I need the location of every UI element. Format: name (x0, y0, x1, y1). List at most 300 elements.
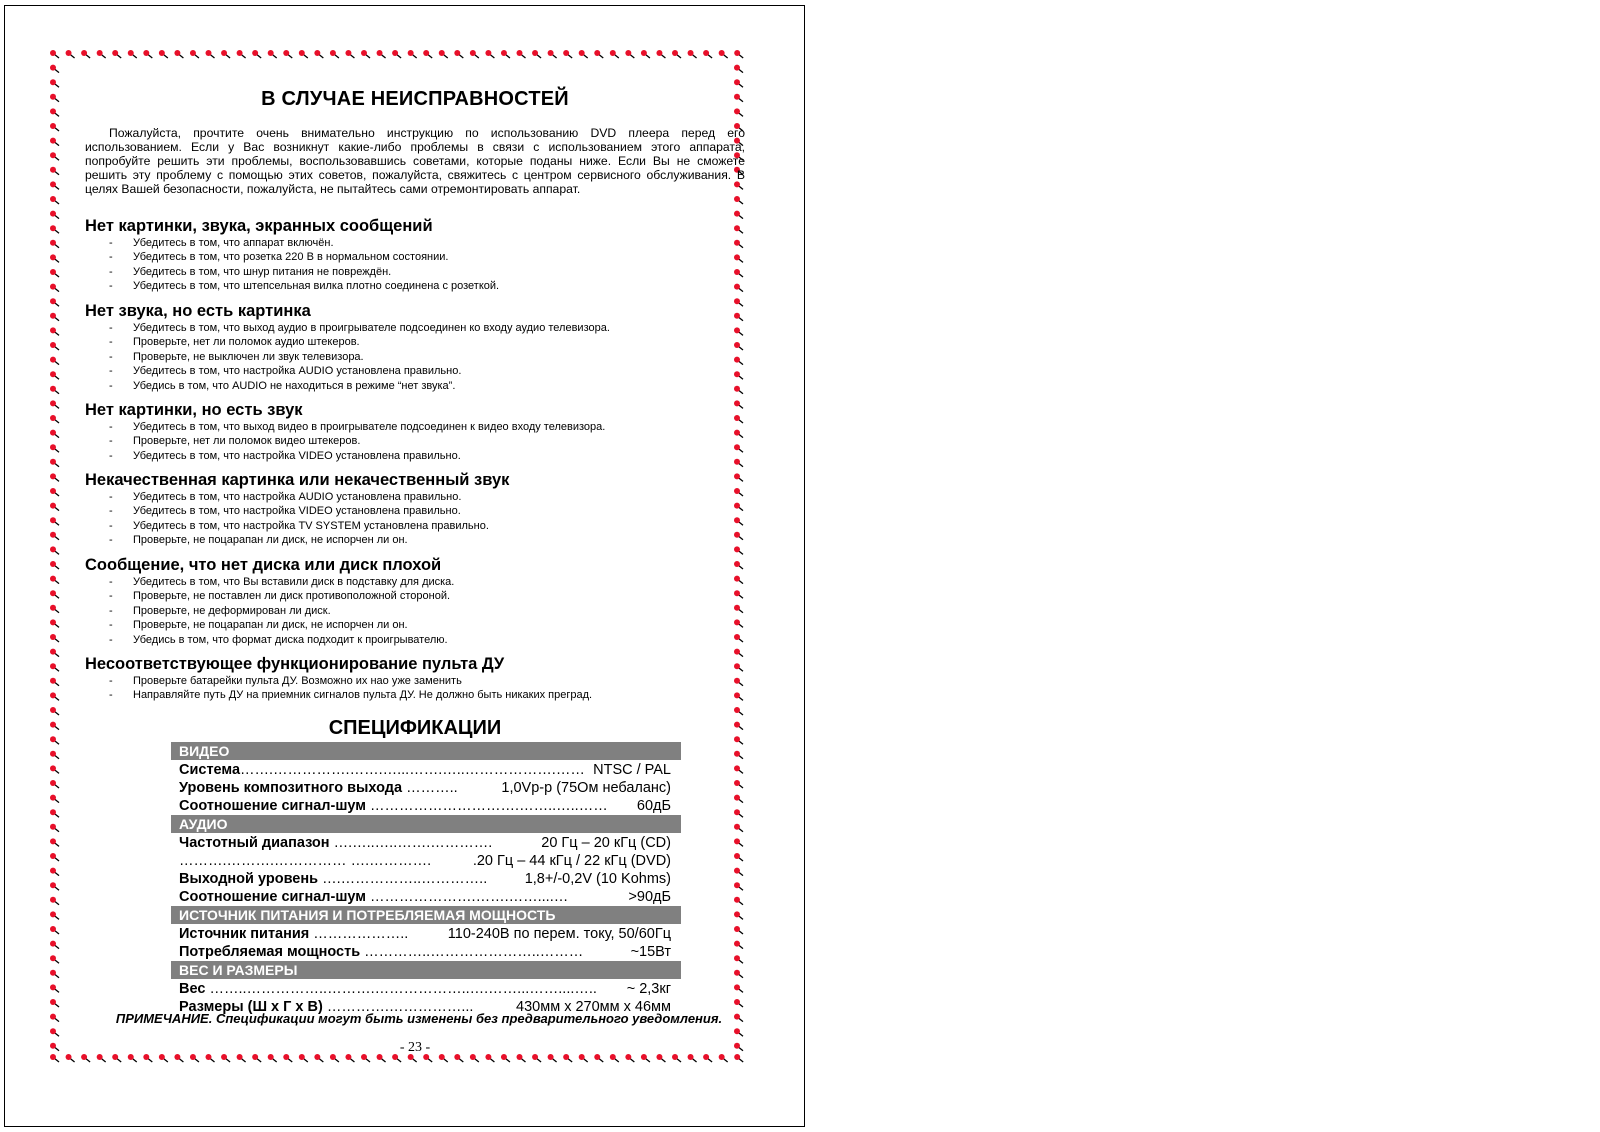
border-pin-icon (485, 50, 494, 58)
border-pin-icon (423, 50, 432, 58)
bullet-item (85, 490, 489, 504)
border-pin-icon (50, 955, 59, 963)
bullet-dash: - (109, 519, 113, 532)
spec-label: Соотношение сигнал-шум (179, 889, 367, 905)
bullet-text: Убедитесь в том, что настройка TV SYSTEM установлена правильно. (133, 519, 489, 532)
bullet-item (85, 265, 499, 279)
bullet-dash: - (109, 280, 113, 293)
spec-group-header: ИСТОЧНИК ПИТАНИЯ И ПОТРЕБЛЯЕМАЯ МОЩНОСТЬ (171, 906, 681, 924)
bullet-item (85, 674, 592, 688)
spec-label: Соотношение сигнал-шум (179, 798, 367, 814)
border-pin-icon (734, 269, 743, 277)
bullet-item (85, 364, 610, 378)
border-pin-icon (734, 605, 743, 613)
bullet-text: Проверьте, не выключен ли звук телевизора. (133, 350, 364, 363)
spec-value: 1,8+/-0,2V (10 Kohms) (524, 871, 671, 887)
border-pin-icon (50, 473, 59, 481)
bullet-item (85, 350, 610, 364)
border-pin-icon (734, 649, 743, 657)
border-pin-icon (50, 561, 59, 569)
border-pin-icon (734, 503, 743, 511)
border-pin-icon (50, 65, 59, 73)
spec-row (179, 980, 671, 998)
border-pin-icon (50, 882, 59, 890)
border-pin-icon (734, 838, 743, 846)
bullet-text: Проверьте батарейки пульта ДУ. Возможно их нао уже заменить (133, 675, 462, 687)
section-heading: Некачественная картинка или некачественный звук (85, 471, 510, 489)
spec-value: ~15Вт (630, 944, 671, 960)
border-pin-icon (50, 780, 59, 788)
border-pin-icon (50, 327, 59, 335)
border-pin-icon (50, 167, 59, 175)
border-pin-icon (734, 473, 743, 481)
border-pin-icon (299, 50, 308, 58)
bullet-dash: - (109, 619, 113, 632)
border-pin-icon (734, 298, 743, 306)
border-pin-icon (734, 765, 743, 773)
spec-label: Выходной уровень (179, 871, 319, 887)
border-pin-icon (734, 415, 743, 423)
border-pin-icon (734, 590, 743, 598)
spec-leader-dots: ……….. (402, 780, 458, 796)
bullet-text: Убедитесь в том, что настройка AUDIO установлена правильно. (133, 491, 462, 503)
section-bullet-list (85, 674, 592, 703)
page-number: - 23 - (399, 1040, 431, 1055)
border-pin-icon (112, 50, 121, 58)
border-pin-icon (50, 722, 59, 730)
border-pin-icon (50, 357, 59, 365)
border-pin-icon (734, 868, 743, 876)
border-pin-icon (439, 50, 448, 58)
border-pin-icon (734, 984, 743, 992)
border-pin-icon (361, 50, 370, 58)
spec-label: Система (179, 762, 241, 778)
bullet-text: Убедитесь в том, что Вы вставили диск в подставку для диска. (133, 576, 455, 588)
border-pin-icon (734, 225, 743, 233)
border-pin-icon (734, 795, 743, 803)
spec-group-header: ВЕС И РАЗМЕРЫ (171, 961, 681, 979)
border-pin-icon (734, 751, 743, 759)
bullet-text: Убедитесь в том, что выход аудио в проигрывателе подсоединен ко входу аудио телевизора. (133, 322, 610, 334)
border-pin-icon (50, 532, 59, 540)
bullet-item (85, 589, 454, 603)
border-pin-icon (50, 459, 59, 467)
border-pin-icon (50, 371, 59, 379)
border-pin-icon (641, 50, 650, 58)
border-pin-icon (734, 459, 743, 467)
border-pin-icon (268, 50, 277, 58)
bullet-text: Проверьте, не деформирован ли диск. (133, 604, 331, 617)
border-pin-icon (50, 926, 59, 934)
border-pin-icon (50, 386, 59, 394)
border-pin-icon (50, 911, 59, 919)
bullet-text: Убедитесь в том, что аппарат включён. (133, 237, 334, 249)
border-pin-icon (734, 400, 743, 408)
bullet-text: Убедитесь в том, что настройка AUDIO установлена правильно. (133, 365, 462, 378)
border-pin-icon (50, 94, 59, 102)
bullet-dash: - (109, 590, 113, 603)
border-pin-icon (734, 897, 743, 905)
border-pin-icon (50, 1028, 59, 1036)
spec-group-header: АУДИО (171, 815, 681, 833)
border-pin-icon (734, 430, 743, 438)
border-pin-icon (734, 371, 743, 379)
bullet-text: Убедитесь в том, что штепсельная вилка плотно соединена с розеткой. (133, 280, 500, 293)
spec-leader-dots: ….…..…..…….…………. (329, 835, 493, 851)
border-pin-icon (237, 50, 246, 58)
bullet-dash: - (109, 604, 113, 617)
spec-row (179, 834, 671, 852)
bullet-item (85, 420, 605, 434)
section-bullet-list (85, 420, 605, 463)
border-pin-icon (50, 240, 59, 248)
border-pin-icon (50, 868, 59, 876)
spec-row (179, 797, 671, 815)
bullet-dash: - (109, 251, 113, 264)
border-pin-icon (656, 50, 665, 58)
border-pin-icon (50, 284, 59, 292)
border-pin-icon (392, 50, 401, 58)
border-pin-icon (50, 181, 59, 189)
border-pin-icon (330, 50, 339, 58)
border-pin-icon (50, 809, 59, 817)
border-pin-icon (50, 663, 59, 671)
bullet-text: Проверьте, нет ли поломок видео штекеров. (133, 435, 361, 448)
border-pin-icon (734, 882, 743, 890)
border-pin-icon (50, 225, 59, 233)
border-pin-icon (734, 240, 743, 248)
bullet-item (85, 688, 592, 702)
spec-row (179, 943, 671, 961)
border-pin-icon (50, 342, 59, 350)
spec-leader-dots: …………..…………………..……… (360, 944, 584, 960)
border-pin-icon (734, 780, 743, 788)
bullet-item (85, 335, 610, 349)
border-pin-icon (688, 50, 697, 58)
border-pin-icon (734, 79, 743, 87)
border-pin-icon (97, 50, 106, 58)
border-pin-icon (734, 707, 743, 715)
border-pin-icon (81, 50, 90, 58)
border-pin-icon (470, 50, 479, 58)
border-pin-icon (703, 50, 712, 58)
border-pin-icon (50, 984, 59, 992)
bullet-dash: - (109, 449, 113, 462)
border-pin-icon (66, 1054, 75, 1062)
troubleshooting-title: В СЛУЧАЕ НЕИСПРАВНОСТЕЙ (261, 88, 569, 110)
border-pin-icon (734, 1028, 743, 1036)
bullet-text: Убедитесь в том, что выход видео в проигрывателе подсоединен к видео входу телевизора. (133, 421, 606, 433)
border-pin-icon (501, 50, 510, 58)
border-pin-icon (50, 152, 59, 160)
spec-value: >90дБ (628, 889, 671, 905)
border-pin-icon (625, 50, 634, 58)
border-pin-icon (314, 50, 323, 58)
spec-row (179, 870, 671, 888)
border-pin-icon (50, 444, 59, 452)
border-pin-icon (548, 50, 557, 58)
border-pin-icon (734, 955, 743, 963)
border-pin-icon (734, 65, 743, 73)
border-pin-icon (734, 692, 743, 700)
spec-row (179, 761, 671, 779)
spec-value: .20 Гц – 44 кГц / 22 кГц (DVD) (472, 853, 671, 869)
bullet-dash: - (109, 675, 113, 687)
border-pin-icon (50, 824, 59, 832)
bullet-item (85, 434, 605, 448)
border-pin-icon (143, 50, 152, 58)
spec-value: 60дБ (636, 798, 671, 814)
bullet-text: Направляйте путь ДУ на приемник сигналов пульта ДУ. Не должно быть никаких преград. (133, 689, 593, 702)
bullet-text: Проверьте, не поцарапан ли диск, не испорчен ли он. (133, 534, 408, 547)
bullet-dash: - (109, 322, 113, 334)
border-pin-icon (283, 50, 292, 58)
border-pin-icon (563, 50, 572, 58)
section-heading: Сообщение, что нет диска или диск плохой (85, 556, 442, 574)
border-pin-icon (734, 50, 743, 58)
border-pin-icon (50, 970, 59, 978)
border-pin-icon (50, 313, 59, 321)
border-pin-icon (50, 108, 59, 116)
border-pin-icon (734, 546, 743, 554)
bullet-dash: - (109, 633, 113, 646)
bullet-dash: - (109, 421, 113, 433)
border-pin-icon (252, 50, 261, 58)
border-pin-icon (734, 196, 743, 204)
bullet-dash: - (109, 237, 113, 249)
bullet-text: Проверьте, не поцарапан ли диск, не испорчен ли он. (133, 619, 408, 632)
border-pin-icon (174, 50, 183, 58)
border-pin-icon (50, 897, 59, 905)
spec-value: 20 Гц – 20 кГц (CD) (541, 835, 671, 851)
spec-leader-dots: ………………….…….……....… (366, 889, 569, 905)
border-pin-icon (517, 50, 526, 58)
border-pin-icon (50, 50, 59, 58)
border-pin-icon (128, 50, 137, 58)
border-pin-icon (734, 488, 743, 496)
border-pin-icon (610, 50, 619, 58)
bullet-dash: - (109, 491, 113, 503)
bullet-dash: - (109, 505, 113, 518)
border-pin-icon (50, 999, 59, 1007)
spec-row (179, 888, 671, 906)
bullet-text: Убедитесь в том, что настройка VIDEO установлена правильно. (133, 505, 461, 518)
border-pin-icon (50, 503, 59, 511)
border-pin-icon (50, 649, 59, 657)
spec-label: Потребляемая мощность (179, 944, 361, 960)
section-bullet-list (85, 236, 499, 294)
border-pin-icon (50, 488, 59, 496)
border-pin-icon (734, 809, 743, 817)
border-pin-icon (50, 590, 59, 598)
border-pin-icon (408, 50, 417, 58)
bullet-item (85, 533, 489, 547)
spec-label: Вес (179, 981, 206, 997)
spec-group-header: ВИДЕО (171, 742, 681, 760)
bullet-text: Убедись в том, что AUDIO не находиться в режиме “нет звука”. (133, 379, 456, 392)
border-pin-icon (50, 400, 59, 408)
bullet-dash: - (109, 689, 113, 702)
section-bullet-list (85, 575, 454, 647)
bullet-dash: - (109, 336, 113, 349)
border-pin-icon (734, 444, 743, 452)
border-pin-icon (50, 576, 59, 584)
bullet-dash: - (109, 265, 113, 278)
border-pin-icon (50, 415, 59, 423)
spec-label: Уровень композитного выхода (179, 780, 403, 796)
border-pin-icon (50, 211, 59, 219)
border-pin-icon (734, 342, 743, 350)
border-pin-icon (734, 517, 743, 525)
section-bullet-list (85, 490, 489, 548)
border-pin-icon (734, 634, 743, 642)
bullet-text: Убедитесь в том, что шнур питания не повреждён. (133, 265, 392, 278)
border-pin-icon (377, 50, 386, 58)
border-pin-icon (594, 50, 603, 58)
border-pin-icon (50, 79, 59, 87)
border-pin-icon (50, 838, 59, 846)
border-pin-icon (734, 313, 743, 321)
border-pin-icon (50, 1014, 59, 1022)
bullet-item (85, 321, 610, 335)
bullet-dash: - (109, 576, 113, 588)
border-pin-icon (50, 517, 59, 525)
border-pin-icon (50, 692, 59, 700)
border-pin-icon (734, 853, 743, 861)
specifications-title: СПЕЦИФИКАЦИИ (328, 717, 502, 739)
spec-value: ~ 2,3кг (626, 981, 671, 997)
bullet-dash: - (109, 350, 113, 363)
bullet-item (85, 504, 489, 518)
spec-leader-dots: ….……………..………….. (318, 871, 488, 887)
border-pin-icon (734, 926, 743, 934)
border-pin-icon (50, 138, 59, 146)
border-pin-icon (50, 765, 59, 773)
section-heading: Нет звука, но есть картинка (85, 302, 311, 320)
spec-leader-dots: ……….……….…………… ….…………. (179, 853, 432, 869)
section-heading: Нет картинки, но есть звук (85, 401, 303, 419)
border-pin-icon (345, 50, 354, 58)
border-pin-icon (50, 941, 59, 949)
bullet-item (85, 618, 454, 632)
border-pin-icon (734, 619, 743, 627)
border-pin-icon (50, 678, 59, 686)
border-pin-icon (50, 605, 59, 613)
spec-label: Источник питания (179, 926, 310, 942)
spec-row (179, 852, 671, 870)
bullet-item (85, 250, 499, 264)
bullet-item (85, 379, 610, 393)
bullet-item (85, 604, 454, 618)
border-pin-icon (734, 254, 743, 262)
intro-paragraph: Пожалуйста, прочтите очень внимательно инструкцию по использованию DVD плеера перед его использованием. Если у Вас возникнут какие-либо проблемы в связи с использованием этого аппарата, попробуйте решить эти проблемы, воспользовавшись советами, которые поданы ниже. Если Вы не сможете решить эту проблему с помощью этих советов, пожалуйста, свяжитесь с центром сервисного обслуживания. В целях Вашей безопасности, пожалуйста, не пытайтесь сами отремонтировать аппарат. (85, 126, 745, 196)
bullet-item (85, 575, 454, 589)
border-pin-icon (734, 284, 743, 292)
border-pin-icon (734, 911, 743, 919)
spec-label: Размеры (Ш х Г х В) (179, 999, 323, 1015)
bullet-text: Убедитесь в том, что розетка 220 В в нормальном состоянии. (133, 251, 449, 264)
border-pin-icon (734, 941, 743, 949)
border-pin-icon (672, 50, 681, 58)
section-bullet-list (85, 321, 610, 393)
border-pin-icon (50, 736, 59, 744)
border-pin-icon (734, 327, 743, 335)
border-pin-icon (66, 50, 75, 58)
border-pin-icon (734, 678, 743, 686)
note-text: ПРИМЕЧАНИЕ. Спецификации могут быть изменены без предварительного уведомления. (115, 1011, 723, 1026)
bullet-item (85, 449, 605, 463)
spec-value: NTSC / PAL (593, 762, 671, 778)
border-pin-icon (50, 1043, 59, 1051)
border-pin-icon (734, 532, 743, 540)
border-pin-icon (734, 824, 743, 832)
border-pin-icon (50, 196, 59, 204)
border-pin-icon (50, 269, 59, 277)
spec-value: 1,0Vp-p (75Ом небаланс) (501, 780, 671, 796)
border-pin-icon (532, 50, 541, 58)
border-pin-icon (206, 50, 215, 58)
border-pin-icon (50, 751, 59, 759)
spec-leader-dots: ……..……………..……….………………..….……...……....….. (205, 981, 597, 997)
border-pin-icon (50, 298, 59, 306)
bullet-text: Проверьте, не поставлен ли диск противоположной стороной. (133, 590, 451, 603)
border-pin-icon (734, 357, 743, 365)
spec-value: 430мм x 270мм x 46мм (516, 999, 671, 1015)
border-pin-icon (50, 707, 59, 715)
border-pin-icon (50, 546, 59, 554)
spec-row (179, 925, 671, 943)
bullet-dash: - (109, 379, 113, 392)
bullet-item (85, 279, 499, 293)
border-pin-icon (734, 576, 743, 584)
page-frame (4, 5, 805, 1127)
bullet-dash: - (109, 435, 113, 448)
border-pin-icon (50, 254, 59, 262)
bullet-item (85, 236, 499, 250)
spec-leader-dots: ………………………….……..…..…… (366, 798, 608, 814)
border-pin-icon (159, 50, 168, 58)
border-pin-icon (734, 561, 743, 569)
border-pin-icon (221, 50, 230, 58)
bullet-dash: - (109, 365, 113, 378)
border-pin-icon (50, 634, 59, 642)
spec-row (179, 779, 671, 797)
bullet-dash: - (109, 534, 113, 547)
border-pin-icon (734, 211, 743, 219)
border-pin-icon (50, 853, 59, 861)
border-pin-icon (50, 619, 59, 627)
spec-label: Частотный диапазон (179, 835, 330, 851)
border-pin-icon (734, 663, 743, 671)
section-heading: Нет картинки, звука, экранных сообщений (85, 217, 433, 235)
spec-leader-dots: ……………….. (309, 926, 409, 942)
border-pin-icon (719, 50, 728, 58)
bullet-text: Убедитесь в том, что настройка VIDEO установлена правильно. (133, 449, 461, 462)
border-pin-icon (50, 1054, 59, 1062)
bullet-item (85, 633, 454, 647)
border-pin-icon (50, 430, 59, 438)
spec-leader-dots: ………….……………... (322, 999, 474, 1015)
border-pin-icon (734, 970, 743, 978)
spec-leader-dots: …….…………….…….…...…….…..……………….…… (240, 762, 585, 778)
border-pin-icon (454, 50, 463, 58)
bullet-item (85, 519, 489, 533)
border-pin-icon (734, 386, 743, 394)
border-pin-icon (734, 999, 743, 1007)
border-pin-icon (190, 50, 199, 58)
spec-value: 110-240В по перем. току, 50/60Гц (447, 926, 671, 942)
border-pin-icon (50, 123, 59, 131)
